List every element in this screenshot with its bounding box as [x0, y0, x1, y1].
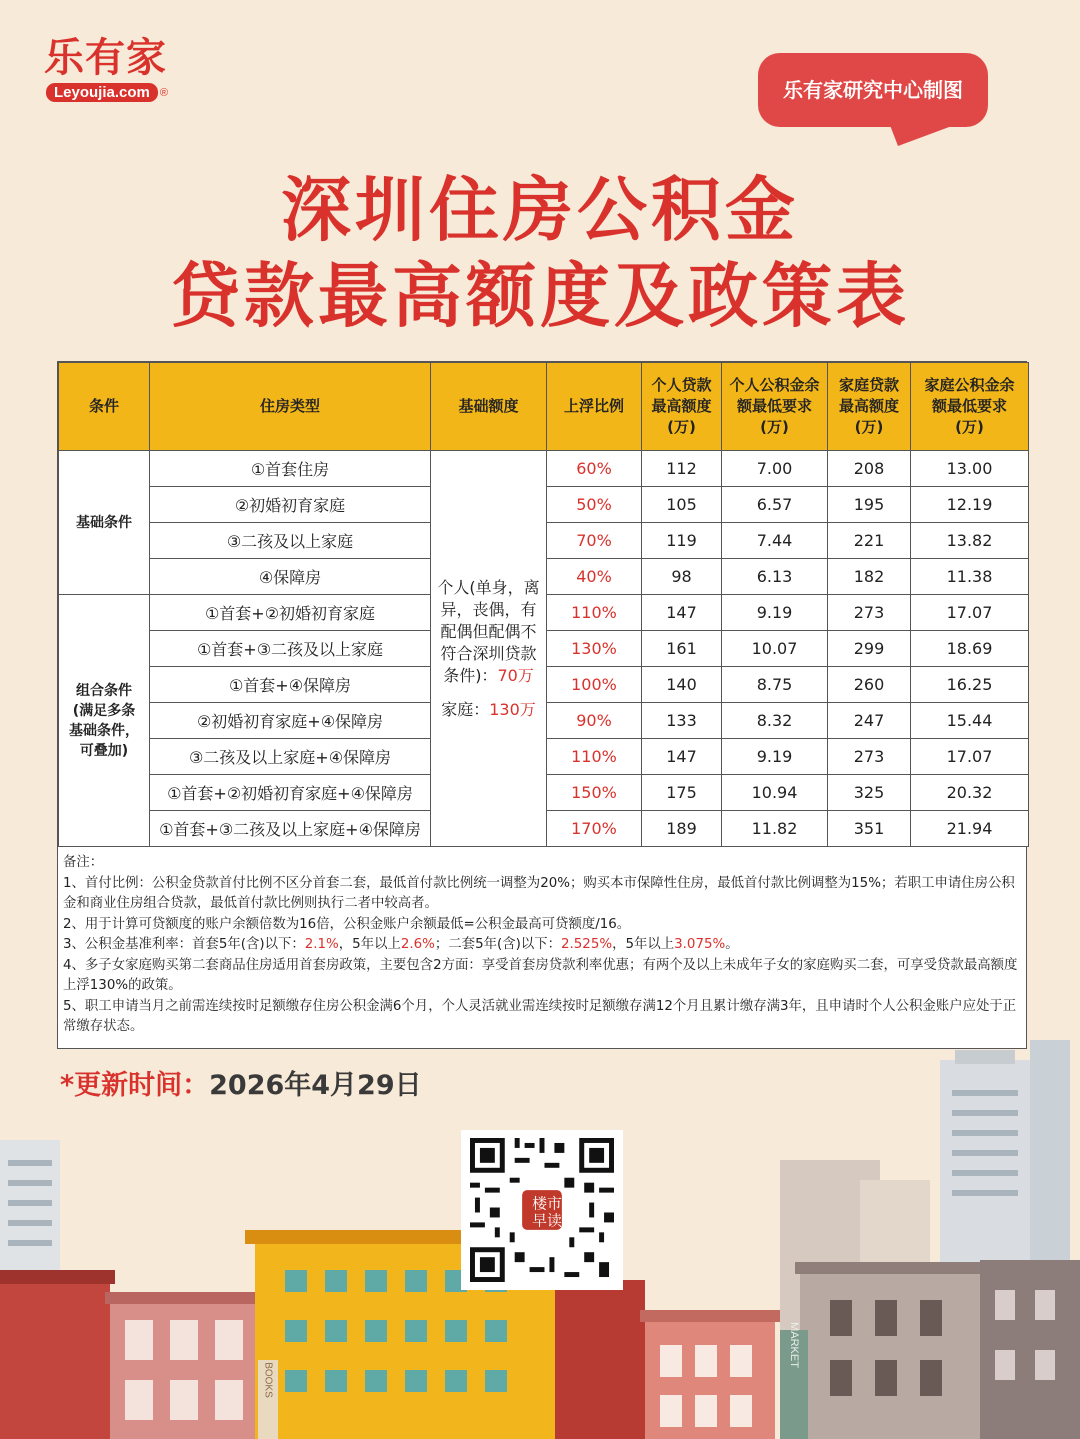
header-family-balance-l1: 家庭公积金余	[924, 376, 1015, 394]
header-personal-loan-l3: (万)	[667, 418, 696, 436]
row-family-balance: 12.19	[911, 487, 1029, 523]
row-family-balance: 21.94	[911, 811, 1029, 847]
row-personal-loan: 105	[642, 487, 722, 523]
note-3-rate3: 2.525%	[561, 937, 613, 952]
base-family-text	[437, 699, 540, 721]
note-3-rate1: 2.1%	[304, 937, 339, 952]
header-personal-balance-l2: 额最低要求	[736, 397, 812, 415]
row-ratio: 150%	[547, 775, 642, 811]
row-personal-loan: 147	[642, 595, 722, 631]
row-family-balance: 16.25	[911, 667, 1029, 703]
note-5: 5、职工申请当月之前需连续按时足额缴存住房公积金满6个月，个人灵活就业需连续按时足额缴存满12个月且累计缴存满3年，且申请时个人公积金账户应处于正常缴存状态。	[63, 998, 1017, 1034]
row-type: ③二孩及以上家庭	[150, 523, 431, 559]
row-personal-balance: 6.57	[722, 487, 828, 523]
row-family-loan: 273	[828, 739, 911, 775]
notes-section	[58, 843, 1028, 1048]
row-family-balance: 20.32	[911, 775, 1029, 811]
row-type: ①首套+④保障房	[150, 667, 431, 703]
note-3-rate4: 3.075%	[674, 937, 726, 952]
header-family-loan-l3: (万)	[854, 418, 884, 436]
note-4: 4、多子女家庭购买第二套商品住房适用首套房政策，主要包含2方面：享受首套房贷款利率优惠；有两个及以上未成年子女的家庭购买二套，可享受贷款最高额度上浮130%的政策。	[63, 957, 1018, 993]
row-type: ①首套+②初婚初育家庭	[150, 595, 431, 631]
row-personal-loan: 119	[642, 523, 722, 559]
header-family-loan-l2: 最高额度	[838, 397, 899, 415]
row-personal-balance: 11.82	[722, 811, 828, 847]
registered-mark: ®	[159, 86, 168, 99]
policy-table-panel	[57, 361, 1027, 1049]
row-family-loan: 221	[828, 523, 911, 559]
base-family-desc: 家庭：	[441, 699, 490, 719]
group-combined-l4: 可叠加)	[79, 742, 129, 759]
books-sign: BOOKS	[262, 1362, 274, 1398]
row-family-loan: 247	[828, 703, 911, 739]
row-personal-loan: 112	[642, 451, 722, 487]
row-family-loan: 195	[828, 487, 911, 523]
row-ratio: 70%	[547, 523, 642, 559]
note-3-e: 。	[725, 937, 739, 952]
update-date: 2026年4月29日	[209, 1070, 422, 1101]
group-combined-conditions	[59, 595, 150, 847]
row-family-balance: 17.07	[911, 739, 1029, 775]
row-family-loan: 325	[828, 775, 911, 811]
row-personal-loan: 147	[642, 739, 722, 775]
market-sign: MARKET	[788, 1322, 800, 1368]
row-type: ①首套+②初婚初育家庭+④保障房	[150, 775, 431, 811]
base-amount-cell	[431, 451, 547, 847]
note-3-c: ；二套5年(含)以下：	[434, 937, 561, 952]
note-3-rate2: 2.6%	[400, 937, 435, 952]
row-personal-balance: 8.32	[722, 703, 828, 739]
row-type: ①首套+③二孩及以上家庭+④保障房	[150, 811, 431, 847]
group-combined-l2: (满足多条	[72, 702, 136, 719]
row-type: ①首套+③二孩及以上家庭	[150, 631, 431, 667]
header-family-balance-l2: 额最低要求	[931, 397, 1007, 415]
header-family-balance-l3: (万)	[955, 418, 984, 436]
row-personal-balance: 10.07	[722, 631, 828, 667]
note-2: 2、用于计算可贷额度的账户余额倍数为16倍，公积金账户余额最低=公积金最高可贷额度/16。	[63, 916, 631, 932]
group-combined-l1: 组合条件	[76, 682, 132, 699]
row-personal-balance: 8.75	[722, 667, 828, 703]
note-3-a: 3、公积金基准利率：首套5年(含)以下：	[63, 937, 305, 952]
row-personal-balance: 9.19	[722, 595, 828, 631]
row-personal-balance: 6.13	[722, 559, 828, 595]
row-type: ②初婚初育家庭	[150, 487, 431, 523]
row-ratio: 110%	[547, 595, 642, 631]
row-personal-loan: 98	[642, 559, 722, 595]
logo-cn-text: 乐有家	[44, 35, 167, 81]
row-family-loan: 260	[828, 667, 911, 703]
row-family-balance: 15.44	[911, 703, 1029, 739]
header-family-loan	[828, 363, 911, 451]
table-header-row	[59, 363, 1029, 451]
row-family-balance: 13.82	[911, 523, 1029, 559]
note-3	[63, 935, 1023, 956]
qr-badge-char3: 早	[532, 1211, 547, 1230]
header-personal-balance-l3: (万)	[760, 418, 789, 436]
page-title-line2: 贷款最高额度及政策表	[170, 255, 910, 337]
row-personal-balance: 10.94	[722, 775, 828, 811]
group-basic-conditions: 基础条件	[59, 451, 150, 595]
row-family-balance: 13.00	[911, 451, 1029, 487]
header-housing-type: 住房类型	[150, 363, 431, 451]
row-type: ①首套住房	[150, 451, 431, 487]
row-personal-loan: 140	[642, 667, 722, 703]
row-personal-balance: 7.00	[722, 451, 828, 487]
qr-badge-char4: 读	[546, 1211, 562, 1230]
row-family-loan: 182	[828, 559, 911, 595]
header-personal-balance	[722, 363, 828, 451]
row-ratio: 130%	[547, 631, 642, 667]
row-ratio: 50%	[547, 487, 642, 523]
row-family-balance: 17.07	[911, 595, 1029, 631]
header-condition: 条件	[59, 363, 150, 451]
row-ratio: 60%	[547, 451, 642, 487]
qr-badge-char1: 楼	[532, 1194, 547, 1213]
note-3-b: ，5年以上	[338, 937, 401, 952]
row-family-loan: 299	[828, 631, 911, 667]
header-personal-loan-l1: 个人贷款	[651, 376, 712, 394]
row-ratio: 170%	[547, 811, 642, 847]
note-1: 1、首付比例：公积金贷款首付比例不区分首套二套，最低首付款比例统一调整为20%；购买本市保障性住房，最低首付款比例调整为15%；若职工申请住房公积金和商业住房组合贷款，最低首付款比例则执行二者中较高者。	[63, 875, 1015, 911]
header-personal-balance-l1: 个人公积金余	[729, 376, 820, 394]
group-combined-l3: 基础条件，	[69, 722, 139, 739]
row-personal-loan: 161	[642, 631, 722, 667]
page-title-line1: 深圳住房公积金	[281, 169, 799, 251]
row-family-balance: 18.69	[911, 631, 1029, 667]
row-personal-loan: 133	[642, 703, 722, 739]
row-ratio: 40%	[547, 559, 642, 595]
header-float-ratio: 上浮比例	[547, 363, 642, 451]
row-family-balance: 11.38	[911, 559, 1029, 595]
policy-table	[58, 362, 1029, 847]
notes-heading: 备注：	[63, 855, 104, 870]
row-family-loan: 351	[828, 811, 911, 847]
source-bubble: 乐有家研究中心制图	[758, 53, 988, 127]
qr-code-graphic	[469, 1138, 615, 1282]
logo-en-text: Leyoujia.com	[46, 83, 158, 102]
base-personal-text	[437, 577, 540, 687]
bubble-tail	[888, 120, 968, 146]
row-type: ③二孩及以上家庭+④保障房	[150, 739, 431, 775]
row-type: ②初婚初育家庭+④保障房	[150, 703, 431, 739]
note-3-d: ，5年以上	[612, 937, 675, 952]
header-family-balance	[911, 363, 1029, 451]
row-personal-balance: 9.19	[722, 739, 828, 775]
base-personal-desc: 个人(单身，离异，丧偶，有配偶但配偶不符合深圳贷款条件)：	[437, 577, 540, 685]
row-type: ④保障房	[150, 559, 431, 595]
update-label: *更新时间：	[60, 1070, 210, 1101]
header-family-loan-l1: 家庭贷款	[838, 376, 899, 394]
qr-badge-char2: 市	[546, 1194, 562, 1213]
row-family-loan: 273	[828, 595, 911, 631]
table-row	[59, 451, 1029, 487]
header-base-amount: 基础额度	[431, 363, 547, 451]
row-ratio: 90%	[547, 703, 642, 739]
update-time	[60, 1063, 422, 1102]
header-personal-loan-l2: 最高额度	[651, 397, 712, 415]
row-personal-balance: 7.44	[722, 523, 828, 559]
qr-code[interactable]	[461, 1130, 623, 1290]
header-personal-loan	[642, 363, 722, 451]
base-family-value: 130万	[489, 699, 536, 719]
row-ratio: 100%	[547, 667, 642, 703]
base-personal-value: 70万	[497, 665, 534, 685]
row-personal-loan: 175	[642, 775, 722, 811]
brand-logo	[44, 34, 204, 102]
row-personal-loan: 189	[642, 811, 722, 847]
row-family-loan: 208	[828, 451, 911, 487]
row-ratio: 110%	[547, 739, 642, 775]
